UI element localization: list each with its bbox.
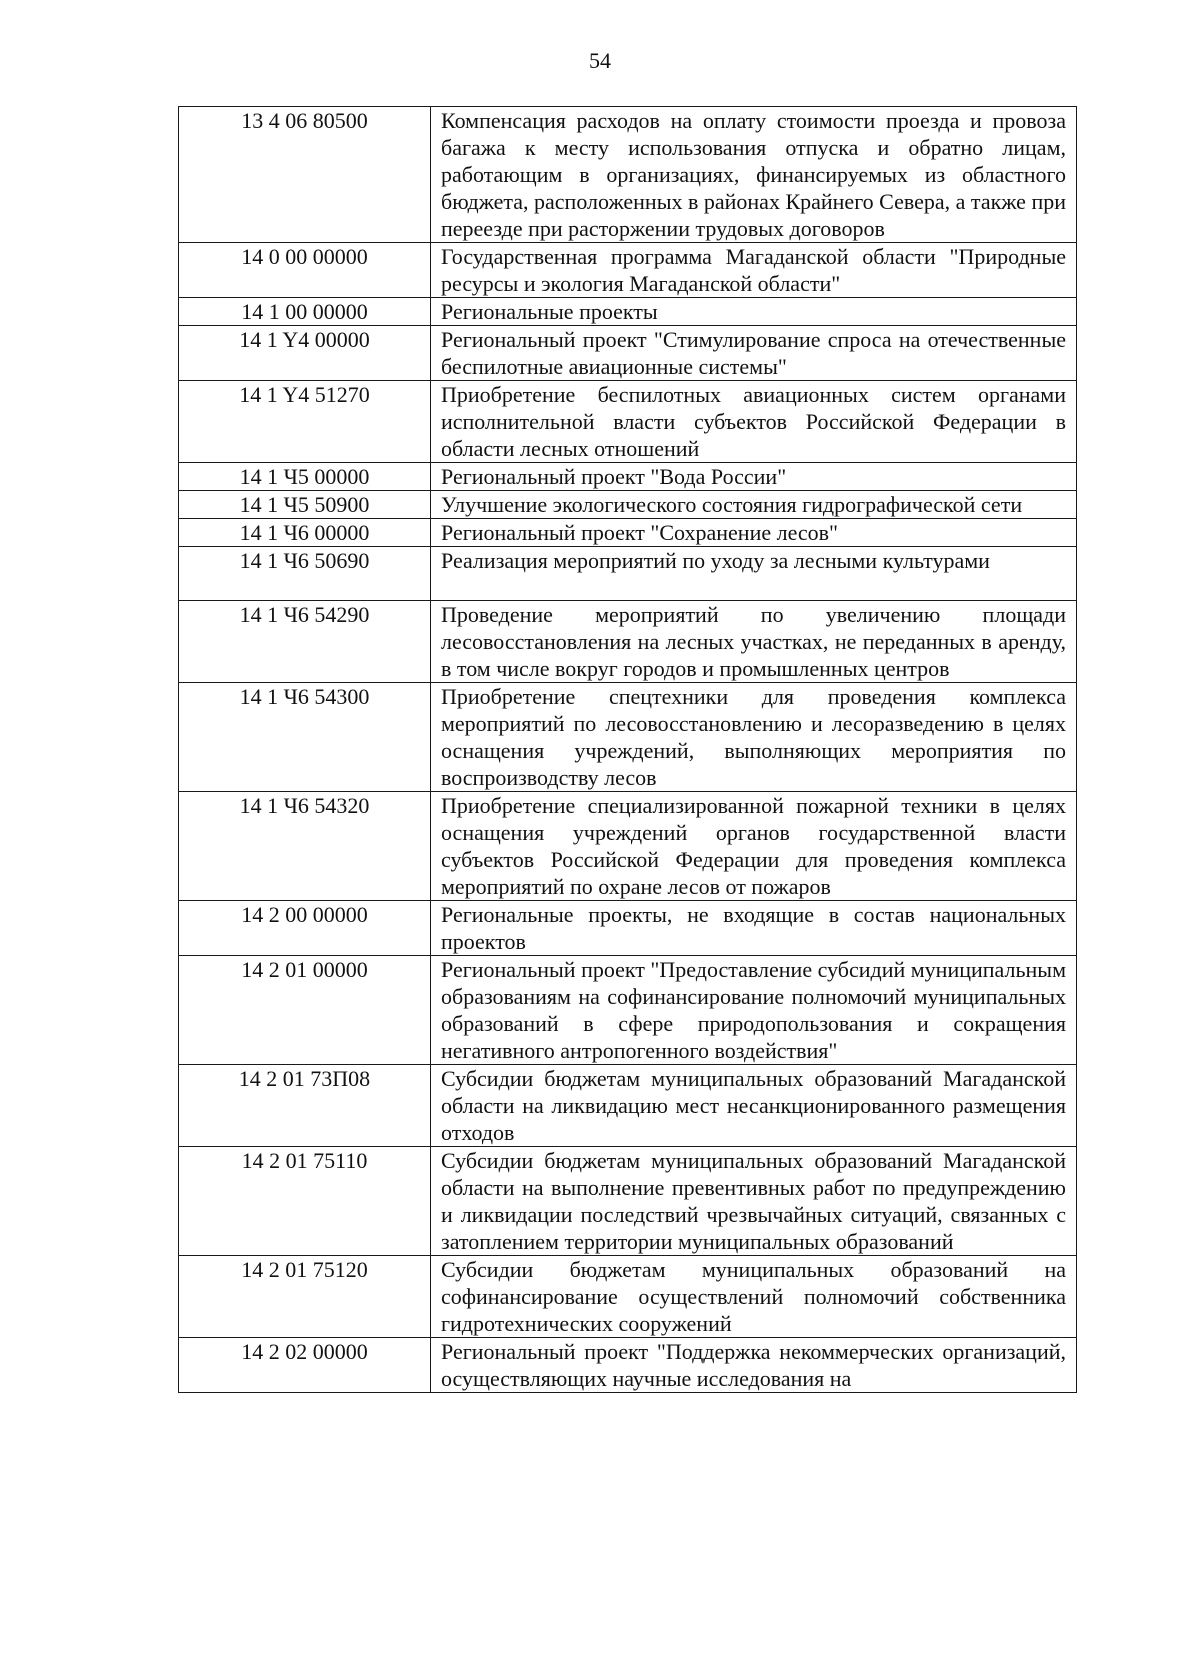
row-code: 14 1 Ч6 50690 [179, 547, 431, 601]
row-code: 14 0 00 00000 [179, 243, 431, 298]
table-row [179, 547, 1077, 601]
table-row [179, 1338, 1077, 1393]
table-row [179, 683, 1077, 792]
table-row [179, 326, 1077, 381]
row-code: 14 1 Ч5 00000 [179, 463, 431, 491]
row-code: 14 2 01 75110 [179, 1147, 431, 1256]
row-description: Субсидии бюджетам муниципальных образований Магаданской области на ликвидацию мест несанкционированного размещения отходов [431, 1065, 1077, 1147]
table-row [179, 1256, 1077, 1338]
table-row [179, 1147, 1077, 1256]
row-code: 14 1 Ч6 54320 [179, 792, 431, 901]
row-description: Региональный проект "Стимулирование спроса на отечественные беспилотные авиационные системы" [431, 326, 1077, 381]
row-code: 14 2 00 00000 [179, 901, 431, 956]
table-row [179, 792, 1077, 901]
table-row [179, 1065, 1077, 1147]
row-description: Проведение мероприятий по увеличению площади лесовосстановления на лесных участках, не переданных в аренду, в том числе вокруг городов и промышленных центров [431, 601, 1077, 683]
table-row [179, 243, 1077, 298]
table-row [179, 381, 1077, 463]
row-description: Региональный проект "Сохранение лесов" [431, 519, 1077, 547]
row-description: Реализация мероприятий по уходу за лесными культурами [431, 547, 1077, 601]
page-number: 54 [589, 48, 611, 73]
row-description: Региональный проект "Поддержка некоммерческих организаций, осуществляющих научные исследования на [431, 1338, 1077, 1393]
row-code: 14 2 01 73П08 [179, 1065, 431, 1147]
row-code: 14 1 Ч6 00000 [179, 519, 431, 547]
row-description: Приобретение специализированной пожарной техники в целях оснащения учреждений органов государственной власти субъектов Российской Федерации для проведения комплекса мероприятий по охране лесов от пожаров [431, 792, 1077, 901]
row-code: 14 1 00 00000 [179, 298, 431, 326]
row-description: Региональный проект "Вода России" [431, 463, 1077, 491]
row-code: 13 4 06 80500 [179, 107, 431, 243]
table-row [179, 956, 1077, 1065]
row-code: 14 1 Ч6 54290 [179, 601, 431, 683]
table-row [179, 463, 1077, 491]
table-row [179, 491, 1077, 519]
row-description: Улучшение экологического состояния гидрографической сети [431, 491, 1077, 519]
row-description: Региональный проект "Предоставление субсидий муниципальным образованиям на софинансирование полномочий муниципальных образований в сфере природопользования и сокращения негативного антропогенного воздействия" [431, 956, 1077, 1065]
row-description: Региональные проекты, не входящие в состав национальных проектов [431, 901, 1077, 956]
row-description: Региональные проекты [431, 298, 1077, 326]
row-description: Субсидии бюджетам муниципальных образований Магаданской области на выполнение превентивных работ по предупреждению и ликвидации последствий чрезвычайных ситуаций, связанных с затоплением территории муниципальных образований [431, 1147, 1077, 1256]
row-description: Приобретение беспилотных авиационных систем органами исполнительной власти субъектов Российской Федерации в области лесных отношений [431, 381, 1077, 463]
budget-classification-table [178, 106, 1077, 1393]
row-code: 14 2 01 75120 [179, 1256, 431, 1338]
table-row [179, 298, 1077, 326]
row-code: 14 1 Ч5 50900 [179, 491, 431, 519]
table-row [179, 519, 1077, 547]
table-row [179, 107, 1077, 243]
row-code: 14 1 Y4 00000 [179, 326, 431, 381]
row-description: Компенсация расходов на оплату стоимости проезда и провоза багажа к месту использования отпуска и обратно лицам, работающим в организациях, финансируемых из областного бюджета, расположенных в районах Крайнего Севера, а также при переезде при расторжении трудовых договоров [431, 107, 1077, 243]
row-code: 14 1 Ч6 54300 [179, 683, 431, 792]
row-description: Государственная программа Магаданской области "Природные ресурсы и экология Магаданской области" [431, 243, 1077, 298]
row-description: Приобретение спецтехники для проведения комплекса мероприятий по лесовосстановлению и лесоразведению в целях оснащения учреждений, выполняющих мероприятия по воспроизводству лесов [431, 683, 1077, 792]
row-code: 14 1 Y4 51270 [179, 381, 431, 463]
row-code: 14 2 01 00000 [179, 956, 431, 1065]
row-description: Субсидии бюджетам муниципальных образований на софинансирование осуществлений полномочий собственника гидротехнических сооружений [431, 1256, 1077, 1338]
table-row [179, 601, 1077, 683]
table-row [179, 901, 1077, 956]
row-code: 14 2 02 00000 [179, 1338, 431, 1393]
